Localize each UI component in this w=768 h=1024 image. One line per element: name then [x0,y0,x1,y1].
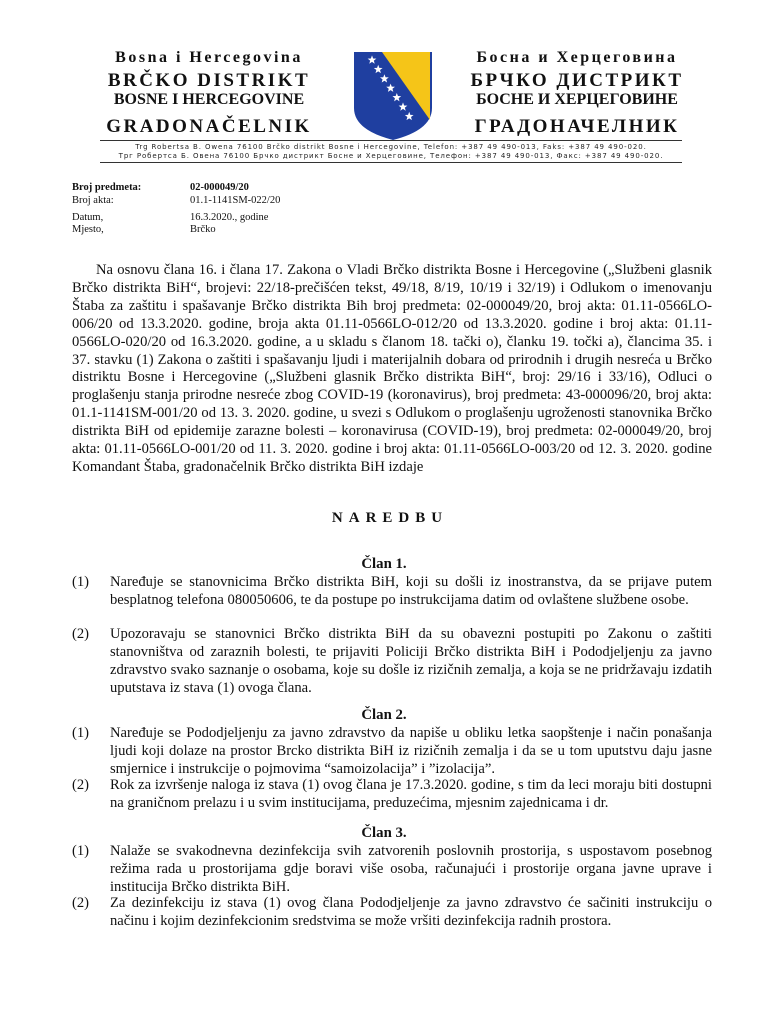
header-rule-bottom [100,162,682,163]
header-office-cyrillic: ГРАДОНАЧЕЛНИК [474,116,680,137]
address-latin: Trg Robertsa B. Owena 76100 Brčko distrikt Bosne i Hercegovine, Telefon: +387 49 490-013, Faks: +387 49 490-020. [135,143,647,151]
paragraph-number: (2) [72,895,90,911]
paragraph-text: Naređuje se stanovnicima Brčko distrikta BiH, koji su došli iz inostranstva, da se prijave putem besplatnog telefona 080050606, te da postupe po instrukcijama datim od ovlaštene službene osobe. [110,574,712,608]
address-cyrillic: Трг Робертса Б. Овена 76100 Брчко дистрикт Босне и Херцеговине, Телефон: +387 49 490-013, Факс: +387 49 490-020. [118,152,664,160]
article-1-paragraph-1 [72,574,712,610]
article-1-heading: Član 1. [361,556,407,572]
meta-date-label: Datum, [72,212,104,223]
meta-act-value: 01.1-1141SM-022/20 [190,195,281,206]
paragraph-number: (2) [72,777,90,793]
header-country-cyrillic: Босна и Херцеговина [476,49,678,66]
meta-place-value: Brčko [190,224,216,235]
paragraph-text: Naređuje se Pododjeljenju za javno zdravstvo da napiše u obliku letka saopštenje i način ponašanja ljudi koji dolaze na prostor Brcko distrikta BiH iz rizičnih zemalja i da se u tom uputstvu daju jasne smjernice i instrukcije o pojmovima “samoizolacija” i ”izolacija”. [110,725,712,777]
paragraph-number: (1) [72,843,90,859]
article-3-paragraph-1 [72,843,712,897]
meta-case-label: Broj predmeta: [72,182,142,193]
paragraph-text: Upozoravaju se stanovnici Brčko distrikta BiH da su obavezni postupiti po Zakonu o zaštiti stanovništva od zaraznih bolesti, te prijaviti Policiji Brčko distrikta BiH i Pododjeljenju za javno zdravstvo svako saznanje o osobama, koje su došle iz rizičnih zemalja, a koja se ne pridržavaju izdatih uputstava iz stava (1) ovoga člana. [110,626,712,696]
paragraph-text: Nalaže se svakodnevna dezinfekcija svih zatvorenih poslovnih prostorija, s uspostavom posebnog režima rada u prostorijama gdje boravi više osoba, računajući i prostorije organa javne uprave i institucija Brčko distrikta BiH. [110,843,712,895]
header-latin [84,48,334,138]
paragraph-text: Rok za izvršenje naloga iz stava (1) ovog člana je 17.3.2020. godine, s tim da leci moraju biti dostupni na graničnom prelazu i u svim institucijama, preduzećima, mjesnim zajednicama i dr. [110,777,712,811]
article-1-paragraph-2 [72,626,712,698]
meta-act-label: Broj akta: [72,195,114,206]
meta-case-value: 02-000049/20 [190,182,249,193]
paragraph-text: Za dezinfekciju iz stava (1) ovog člana Pododjeljenje za javno zdravstvo će sačiniti instrukciju o načinu i kojim dezinfekcionim sredstvima se može vršiti dezinfekcija radnih prostora. [110,895,712,929]
header-cyrillic [452,48,702,138]
paragraph-number: (2) [72,626,90,642]
header-office-latin: GRADONAČELNIK [106,116,312,137]
article-2-paragraph-2 [72,777,712,813]
coat-of-arms-icon [352,50,434,142]
meta-date-value: 16.3.2020., godine [190,212,269,223]
article-3-heading: Član 3. [361,825,407,841]
header-district-latin: BRČKO DISTRIKT [107,70,311,91]
header-country-latin: Bosna i Hercegovina [115,49,303,66]
article-2-paragraph-1 [72,725,712,779]
header-district-cyrillic: БРЧКО ДИСТРИКТ [470,70,684,91]
article-2-heading: Član 2. [361,707,407,723]
header-rule-top [100,140,682,141]
header-country2-cyrillic: БОСНЕ И ХЕРЦЕГОВИНЕ [476,91,678,108]
paragraph-number: (1) [72,725,90,741]
article-3-paragraph-2 [72,895,712,931]
preamble-paragraph: Na osnovu člana 16. i člana 17. Zakona o Vladi Brčko distrikta Bosne i Hercegovine („Službeni glasnik Brčko distrikta BiH“, brojevi: 22/18-prečišćen tekst, 49/18, 8/19, 10/19 i 32/19) i Odlukom o imenovanju Štaba za zaštitu i spašavanje Brčko distrikta Bih broj predmeta: 02-000049/20, broj akta: 01.11-0566LO-006/20 od 13.3.2020. godine, broja akta 01.11-0566LO-012/20 od 13.3.2020. godine i broj akta: 01.11-0566LO-020/20 od 16.3.2020. godine, a u skladu s članom 18. tački o), članku 19. točki a), člancima 35. i 37. stavku (1) Zakona o zaštiti i spašavanju ljudi i materijalnih dobara od prirodnih i drugih nesreća u Brčko distriktu Bosne i Hercegovine („Službeni glasnik Brčko distrikta BiH“, broj: 29/16 i 33/16), Odluci o proglašenju stanja prirodne nesreće zbog COVID-19 (koronavirus), broj predmeta: 43-000096/20, broj akta: 01.1-1141SM-001/20 od 13. 3. 2020. godine, u svezi s Odlukom o proglašenju ugroženosti stanovnika Brčko distrikta BiH od epidemije zarazne bolesti – koronavirusa (COVID-19), broj predmeta: 02-000049/20, broj akta: 01.11-0566LO-001/20 od 11. 3. 2020. godine i broj akta: 01.11-0566LO-003/20 od 12. 3. 2020. godine Komandant Štaba, gradonačelnik Brčko distrikta BiH izdaje [72,262,712,475]
document-title: NAREDBU [331,510,449,526]
meta-place-label: Mjesto, [72,224,104,235]
paragraph-number: (1) [72,574,90,590]
header-country2-latin: BOSNE I HERCEGOVINE [113,91,305,108]
